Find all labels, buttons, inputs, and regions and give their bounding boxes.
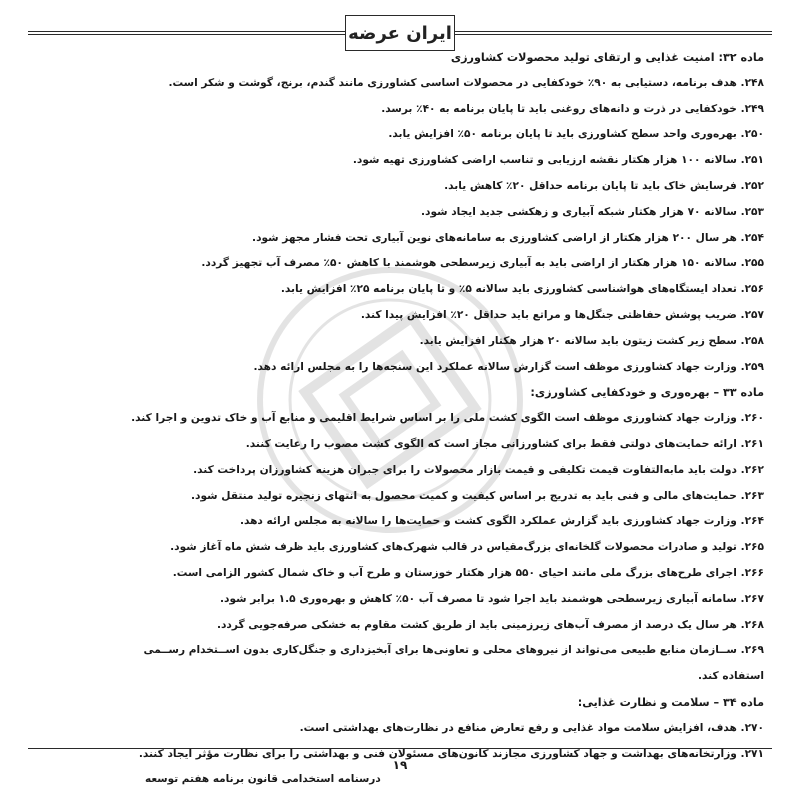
- clause-line: ۲۴۹. خودکفایی در ذرت و دانه‌های روغنی باید تا پایان برنامه به ۴۰٪ برسد.: [381, 102, 764, 115]
- document-body: [36, 45, 764, 767]
- clause-line: ۲۵۳. سالانه ۷۰ هزار هکتار شبکه آبیاری و زهکشی جدید ایجاد شود.: [421, 205, 764, 218]
- clause-line: ۲۵۵. سالانه ۱۵۰ هزار هکتار از اراضی باید به آبیاری زیرسطحی هوشمند با کاهش ۵۰٪ مصرف آب تجهیز گردد.: [201, 257, 764, 270]
- clause-line: ۲۶۸. هر سال یک درصد از مصرف آب‌های زیرزمینی باید از طریق کشت مقاوم به خشکی صرفه‌جویی گردد.: [216, 618, 764, 631]
- clause-line: ۲۶۴. وزارت جهاد کشاورزی باید گزارش عملکرد الگوی کشت و حمایت‌ها را سالانه به مجلس ارائه دهد.: [239, 515, 764, 528]
- clause-line: ۲۵۲. فرسایش خاک باید تا پایان برنامه حداقل ۲۰٪ کاهش یابد.: [444, 179, 764, 192]
- clause-line: ۲۷۰. هدف، افزایش سلامت مواد غذایی و رفع تعارض منافع در نظارت‌های بهداشتی است.: [299, 721, 764, 734]
- clause-line: ۲۶۲. دولت باید مابه‌التفاوت قیمت تکلیفی و قیمت بازار محصولات را برای جبران هزینه کشاورزان پرداخت کند.: [193, 463, 764, 476]
- article-heading: ماده ۳۴ – سلامت و نظارت غذایی:: [577, 695, 764, 709]
- clause-line: ۲۵۱. سالانه ۱۰۰ هزار هکتار نقشه ارزیابی و تناسب اراضی کشاورزی تهیه شود.: [352, 154, 764, 167]
- publisher-logo-text: ایران عرضه: [348, 22, 452, 44]
- footer-rule: [28, 748, 772, 749]
- clause-line: ۲۵۷. ضریب پوشش حفاظتی جنگل‌ها و مراتع باید حداقل ۲۰٪ افزایش پیدا کند.: [360, 308, 764, 321]
- clause-line: ۲۶۷. سامانه آبیاری زیرسطحی هوشمند باید اجرا شود تا مصرف آب ۵۰٪ کاهش و بهره‌وری ۱.۵ برابر شود.: [220, 592, 764, 605]
- clause-line: ۲۷۱. وزارتخانه‌های بهداشت و جهاد کشاورزی مجازند کانون‌های مسئولان فنی و بهداشتی را برای نظارت مؤثر ایجاد کنند.: [138, 747, 764, 760]
- page-number: ۱۹: [392, 758, 408, 772]
- clause-line: ۲۵۶. تعداد ایستگاه‌های هواشناسی کشاورزی باید سالانه ۵٪ و تا پایان برنامه ۲۵٪ افزایش یابد.: [280, 283, 764, 296]
- clause-line: ۲۶۹. ســازمان منابع طبیعی می‌تواند از نیروهای محلی و تعاونی‌ها برای آبخیزداری و جنگل‌کاری بدون اســتخدام رســمی: [143, 644, 764, 657]
- clause-line: ۲۵۰. بهره‌وری واحد سطح کشاورزی باید تا پایان برنامه ۵۰٪ افزایش یابد.: [388, 128, 764, 141]
- clause-line: استفاده کند.: [698, 670, 764, 683]
- clause-line: ۲۶۰. وزارت جهاد کشاورزی موظف است الگوی کشت ملی را بر اساس شرایط اقلیمی و منابع آب و خاک تدوین و اجرا کند.: [131, 412, 764, 425]
- clause-line: ۲۶۶. اجرای طرح‌های بزرگ ملی مانند احیای ۵۵۰ هزار هکتار خوزستان و طرح آب و خاک شمال کشور الزامی است.: [172, 566, 764, 579]
- article-heading: ماده ۳۳ – بهره‌وری و خودکفایی کشاورزی:: [530, 386, 764, 400]
- clause-line: ۲۶۵. تولید و صادرات محصولات گلخانه‌ای بزرگ‌مقیاس در قالب شهرک‌های کشاورزی باید ظرف شش ماه آغاز شود.: [170, 541, 764, 554]
- article-heading: ماده ۳۲: امنیت غذایی و ارتقای تولید محصولات کشاورزی: [450, 51, 764, 64]
- clause-line: ۲۶۱. ارائه حمایت‌های دولتی فقط برای کشاورزانی مجاز است که الگوی کشت مصوب را رعایت کنند.: [245, 437, 764, 450]
- clause-line: ۲۵۴. هر سال ۲۰۰ هزار هکتار از اراضی کشاورزی به سامانه‌های نوین آبیاری تحت فشار مجهز شود.: [252, 231, 764, 244]
- clause-line: ۲۴۸. هدف برنامه، دستیابی به ۹۰٪ خودکفایی در محصولات اساسی کشاورزی مانند گندم، برنج، گوشت و شکر است.: [168, 76, 764, 89]
- clause-line: ۲۵۸. سطح زیر کشت زیتون باید سالانه ۲۰ هزار هکتار افزایش یابد.: [419, 334, 764, 347]
- book-title: درسنامه استخدامی قانون برنامه هفتم توسعه: [145, 773, 381, 785]
- clause-line: ۲۶۳. حمایت‌های مالی و فنی باید به تدریج بر اساس کیفیت و کمیت محصول به انتهای زنجیره تولید منتقل شود.: [191, 489, 764, 502]
- clause-line: ۲۵۹. وزارت جهاد کشاورزی موظف است گزارش سالانه عملکرد این سنجه‌ها را به مجلس ارائه دهد.: [253, 360, 764, 373]
